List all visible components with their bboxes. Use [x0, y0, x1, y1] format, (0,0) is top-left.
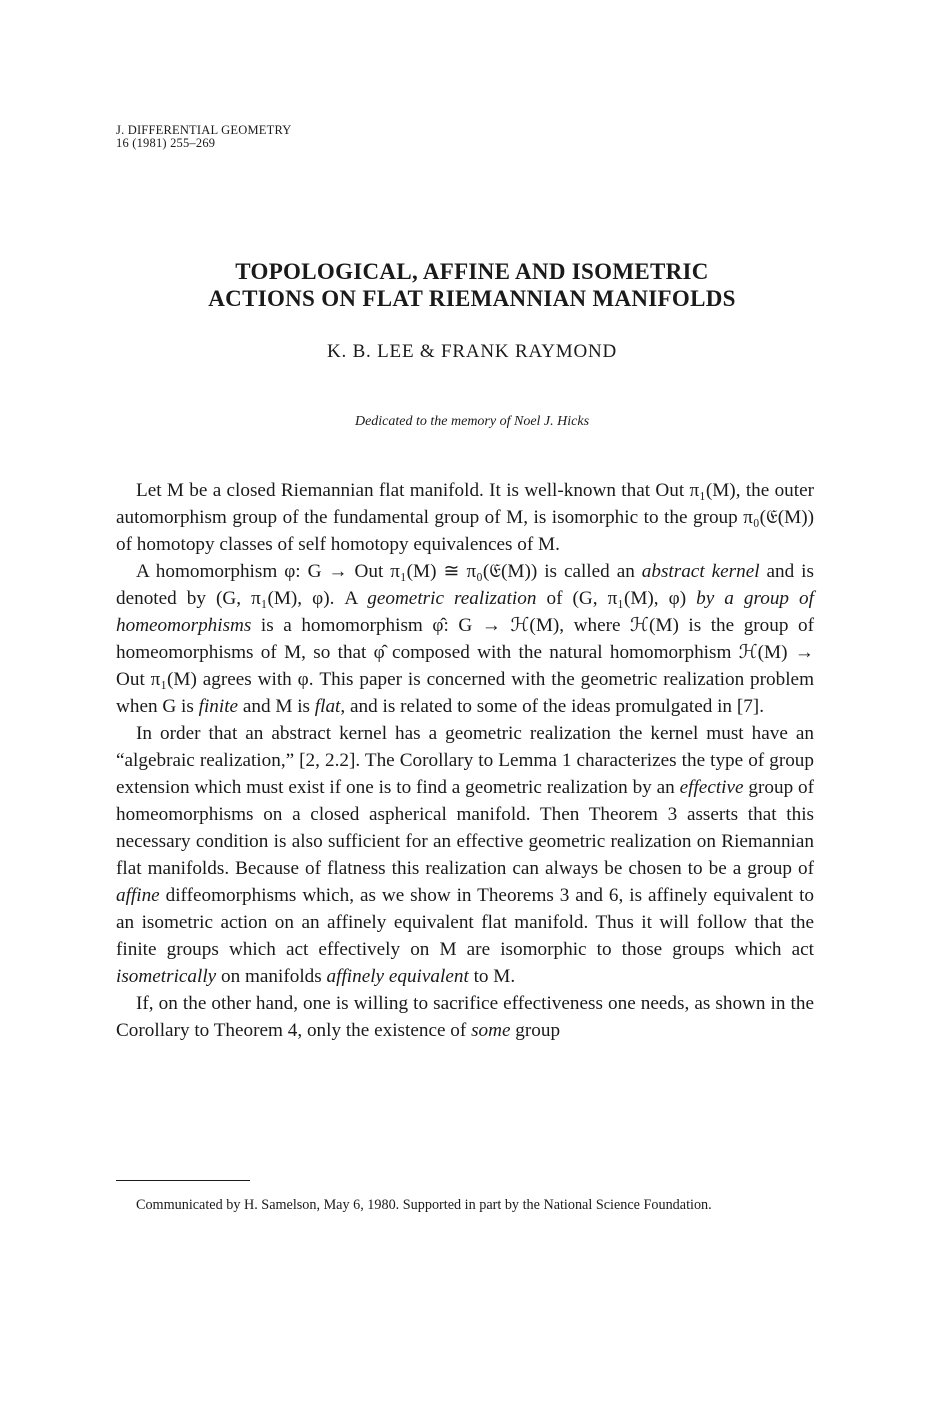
footnote-rule [116, 1180, 250, 1181]
p2-text-5: of (G, π₁(M), φ) [536, 588, 697, 609]
paragraph-3 [116, 720, 814, 990]
paragraph-2 [116, 558, 814, 720]
p3-text-5: diffeomorphisms which, as we show in Theorems 3 and 6, is affinely equivalent to an isometric action on an affinely equivalent flat manifold. Thus it will follow that the finite groups which act effectively on M are isomorphic to those groups which act [116, 885, 814, 960]
title-line-1: TOPOLOGICAL, AFFINE AND ISOMETRIC [235, 259, 709, 284]
title-line-2: ACTIONS ON FLAT RIEMANNIAN MANIFOLDS [208, 286, 736, 311]
p2-term-abstract-kernel: abstract kernel [641, 561, 760, 582]
p2-text-1: A homomorphism φ: G → Out π₁(M) ≅ π₀(𝔈(M)) is called an [136, 561, 642, 582]
p2-text-9: and M is [238, 696, 315, 717]
footnote: Communicated by H. Samelson, May 6, 1980. Supported in part by the National Science Foundation. [136, 1197, 712, 1213]
p4-text-3: group [510, 1020, 561, 1041]
p4-text-1: If, on the other hand, one is willing to sacrifice effectiveness one needs, as shown in the Corollary to Theorem 4, only the existence of [116, 993, 814, 1041]
p3-text-7: on manifolds [216, 966, 327, 987]
journal-name: J. DIFFERENTIAL GEOMETRY [116, 123, 292, 137]
dedication: Dedicated to the memory of Noel J. Hicks [354, 414, 590, 429]
authors: K. B. LEE & FRANK RAYMOND [326, 341, 618, 362]
body-text [116, 477, 814, 1044]
p3-term-affine: affine [116, 885, 160, 906]
p3-text-3: group of homeomorphisms on a closed aspherical manifold. Then Theorem 3 asserts that this necessary condition is also sufficient for an effective geometric realization on Riemannian flat manifolds. Because of flatness this realization can always be chosen to be a group of [116, 777, 815, 879]
p3-text-9: to M. [468, 966, 516, 987]
paragraph-4 [116, 990, 814, 1044]
p2-text-7: is a homomorphism φ̂: G → ℋ(M), where ℋ(M) is the group of homeomorphisms of M, so that φ̂ composed with the natural homomorphism ℋ(M) → Out π₁(M) agrees with φ. This paper is concerned with the geometric realization problem when G is [116, 615, 814, 717]
p2-text-11: , and is related to some of the ideas promulgated in [7]. [340, 696, 764, 717]
paper-title [0, 258, 944, 312]
journal-header [116, 124, 292, 150]
journal-volume: 16 (1981) 255–269 [116, 136, 216, 150]
p2-term-flat: flat [314, 696, 341, 717]
p3-text-1: In order that an abstract kernel has a geometric realization the kernel must have an “algebraic realization,” [2, 2.2]. The Corollary to Lemma 1 characterizes the type of group extension which must exist if one is to find a geometric realization by an [116, 723, 814, 798]
p3-term-effective: effective [679, 777, 744, 798]
p2-text-3: and is denoted by (G, π₁(M), φ). A [116, 561, 814, 609]
p3-term-isometrically: isometrically [116, 966, 217, 987]
paragraph-1: Let M be a closed Riemannian flat manifold. It is well-known that Out π₁(M), the outer automorphism group of the fundamental group of M, is isomorphic to the group π₀(𝔈(M)) of homotopy classes of self homotopy equivalences of M. [116, 480, 814, 555]
p2-term-finite: finite [198, 696, 239, 717]
p2-term-geometric-realization: geometric realization [367, 588, 537, 609]
p4-term-some: some [471, 1020, 511, 1041]
p2-term-group-of-homeomorphisms: by a group of homeomorphisms [116, 588, 814, 636]
p3-term-affinely-equivalent: affinely equivalent [326, 966, 469, 987]
